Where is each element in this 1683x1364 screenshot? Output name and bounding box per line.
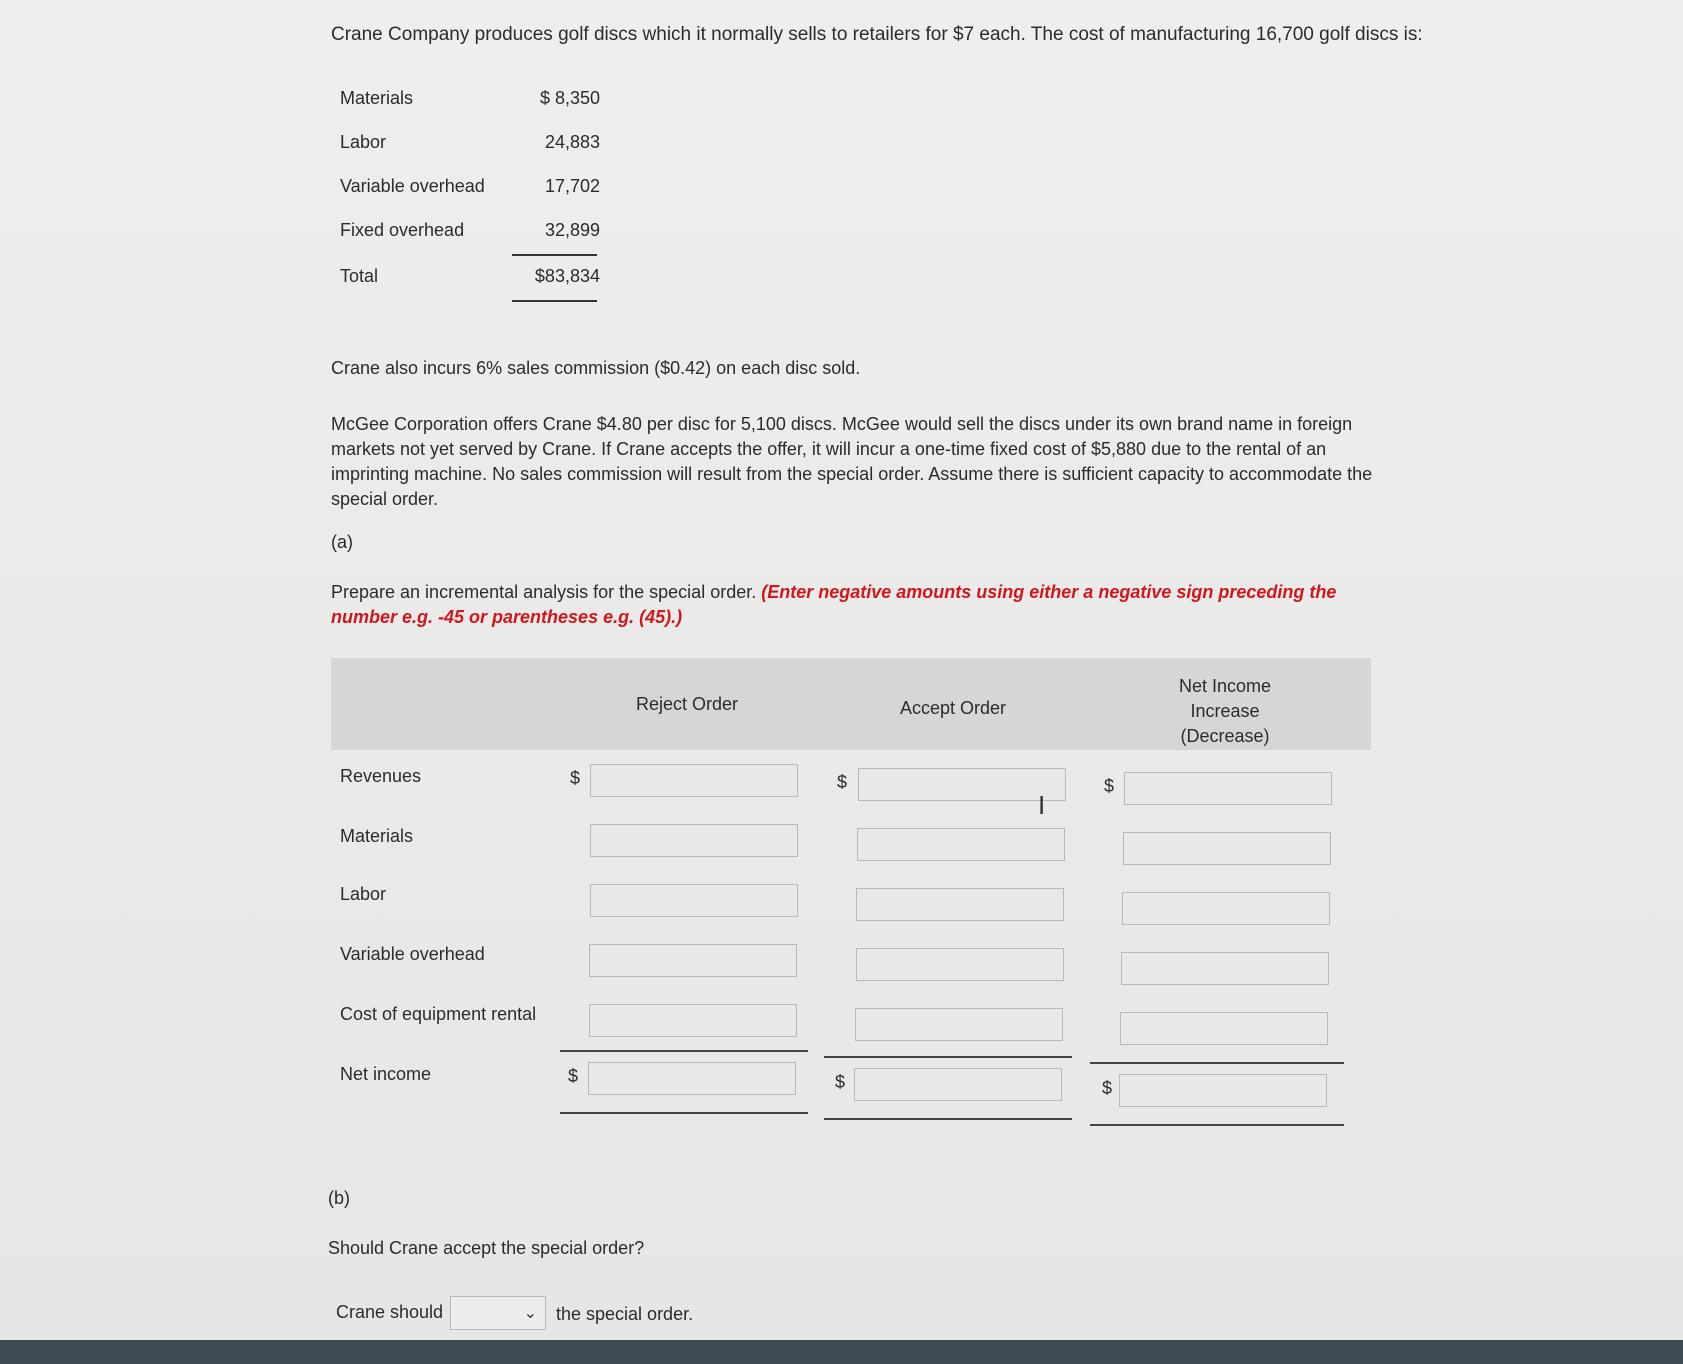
currency-sign: $ [1102,1078,1113,1098]
chevron-down-icon: ⌄ [523,1305,537,1322]
column-accept-order: Accept Order [899,698,1007,718]
row-label-materials: Materials [340,826,414,846]
total-rule [1090,1124,1344,1126]
part-b-question: Should Crane accept the special order? [328,1238,645,1258]
cost-row: Labor 24,883 [340,132,600,152]
change-revenues-input[interactable] [1124,772,1332,805]
change-net-income-input[interactable] [1119,1074,1327,1107]
reject-revenues-input[interactable] [590,764,798,797]
currency-sign: $ [1104,776,1115,796]
change-labor-input[interactable] [1122,892,1330,925]
reject-equipment-rental-input[interactable] [589,1004,797,1037]
subtotal-rule [560,1050,808,1052]
change-materials-input[interactable] [1123,832,1331,865]
cost-row: Materials $ 8,350 [340,88,600,108]
change-variable-overhead-input[interactable] [1121,952,1329,985]
row-label-labor: Labor [340,884,387,904]
reject-net-income-input[interactable] [588,1062,796,1095]
total-rule [824,1118,1072,1120]
currency-sign: $ [835,1072,846,1092]
currency-sign: $ [568,1066,579,1086]
column-net-income-change: Net Income Increase (Decrease) [1178,676,1272,746]
row-label-variable-overhead: Variable overhead [340,944,485,964]
commission-text: Crane also incurs 6% sales commission ($0.42) on each disc sold. [331,358,861,378]
accept-net-income-input[interactable] [854,1068,1062,1101]
accept-equipment-rental-input[interactable] [855,1008,1063,1041]
bottom-bar [0,1340,1683,1364]
currency-sign: $ [837,772,848,792]
offer-text: McGee Corporation offers Crane $4.80 per disc for 5,100 discs. McGee would sell the discs under its own brand name in foreign markets not yet served by Crane. If Crane accepts the offer, it will incur a one-time fixed cost of $5,880 due to the rental of an imprinting machine. No sales commission will result from the special order. Assume there is sufficient capacity to accommodate the special order. [331,414,1373,509]
accept-materials-input[interactable] [857,828,1065,861]
text-cursor-icon: I [1038,790,1046,820]
cost-row: Fixed overhead 32,899 [340,220,600,240]
reject-materials-input[interactable] [590,824,798,857]
accept-labor-input[interactable] [856,888,1064,921]
part-a-instruction: Prepare an incremental analysis for the special order. (Enter negative amounts using either a negative sign preceding the number e.g. -45 or parentheses e.g. (45).) [331,582,1337,627]
part-a-label: (a) [331,532,353,552]
subtotal-rule [1090,1062,1344,1064]
row-label-equipment-rental: Cost of equipment rental [340,1004,537,1024]
reject-labor-input[interactable] [590,884,798,917]
total-rule [560,1112,808,1114]
instruction-note: (Enter negative amounts using either a negative sign preceding the number e.g. -45 or parentheses e.g. (45).) [331,582,1337,627]
change-equipment-rental-input[interactable] [1120,1012,1328,1045]
subtotal-rule [512,254,597,256]
answer-suffix: the special order. [556,1304,694,1324]
currency-sign: $ [570,768,581,788]
accept-variable-overhead-input[interactable] [856,948,1064,981]
subtotal-rule [824,1056,1072,1058]
answer-prefix: Crane should [336,1302,444,1322]
total-rule [512,300,597,302]
problem-intro: Crane Company produces golf discs which it normally sells to retailers for $7 each. The cost of manufacturing 16,700 golf discs is: [331,24,1423,45]
cost-row-total: Total $83,834 [340,266,600,286]
accept-revenues-input[interactable] [858,768,1066,801]
column-reject-order: Reject Order [635,694,739,714]
accept-reject-dropdown[interactable] [450,1296,546,1330]
row-label-revenues: Revenues [340,766,422,786]
row-label-net-income: Net income [340,1064,432,1084]
reject-variable-overhead-input[interactable] [589,944,797,977]
part-b-label: (b) [328,1188,350,1208]
cost-row: Variable overhead 17,702 [340,176,600,196]
